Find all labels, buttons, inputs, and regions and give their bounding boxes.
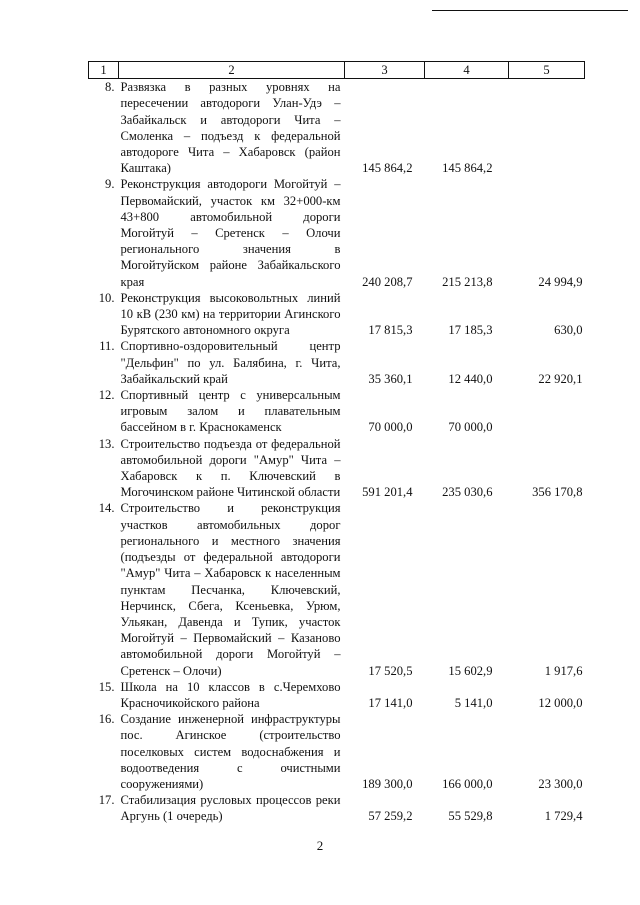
row-number: 8. [105,80,115,95]
row-number-cell [89,500,119,678]
table-row [89,79,585,177]
row-name: Школа на 10 классов в с.Черемхово Красночикойского района [120,679,341,710]
table-row [89,436,585,501]
row-name: Создание инженерной инфраструктуры пос. Агинское (строительство поселковых систем водоснабжения и водоотведения с очистными сооружениями) [120,712,341,791]
row-number-cell [89,679,119,711]
row-value-col4: 5 141,0 [454,695,493,710]
table-body [89,79,585,825]
row-name: Развязка в разных уровнях на пересечении автодороги Улан-Удэ – Забайкальск и автодороги Чита – Смоленка – подъезд к федеральной автодороге Чита – Хабаровск (район Каштака) [120,80,341,176]
table-header-row [89,62,585,79]
row-value-col4: 55 529,8 [448,809,493,824]
header-col-2: 2 [119,62,345,79]
row-name: Спортивно-оздоровительный центр "Дельфин" по ул. Балябина, г. Чита, Забайкальский край [120,339,341,386]
row-number-cell [89,176,119,289]
table-row [89,387,585,436]
row-value-col5: 23 300,0 [538,776,583,791]
row-value-col5: 1 729,4 [544,809,583,824]
row-value-col4: 235 030,6 [442,485,493,500]
row-total: 145 864,2 [362,161,413,176]
row-number-cell [89,792,119,824]
row-value-col4: 17 185,3 [448,323,493,338]
row-name: Спортивный центр с универсальным игровым залом и плавательным бассейном в г. Краснокаменск [120,388,341,435]
row-value-col5: 356 170,8 [532,485,583,500]
table-row [89,679,585,711]
row-name: Строительство подъезда от федеральной автомобильной дороги "Амур" Чита – Хабаровск к п. Ключевский в Могочинском районе Читинской области [120,436,341,500]
row-number: 13. [98,436,115,451]
row-total: 17 815,3 [368,323,413,338]
row-value-col4: 215 213,8 [442,274,493,289]
row-value-col4: 15 602,9 [448,663,493,678]
row-number: 17. [98,793,115,808]
table-row [89,792,585,824]
table-row [89,500,585,678]
row-total: 70 000,0 [368,420,413,435]
row-number-cell [89,79,119,177]
row-value-col4: 70 000,0 [448,420,493,435]
row-value-col5 [509,79,585,177]
row-total: 17 141,0 [368,695,413,710]
row-number-cell [89,338,119,387]
row-name: Стабилизация русловых процессов реки Аргунь (1 очередь) [120,793,341,824]
row-value-col5: 24 994,9 [538,274,583,289]
row-value-col4: 145 864,2 [442,161,493,176]
budget-table [88,61,585,825]
row-name: Реконструкция высоковольтных линий 10 кВ (230 км) на территории Агинского Бурятского автономного округа [120,290,341,338]
row-value-col5 [509,387,585,436]
row-total: 240 208,7 [362,274,413,289]
row-total: 189 300,0 [362,776,413,791]
row-value-col5: 22 920,1 [538,371,583,386]
row-number-cell [89,711,119,792]
row-number: 14. [98,501,115,516]
row-name: Строительство и реконструкция участков автомобильных дорог регионального и местного значения (подъезды от федеральной автодороги "Амур" Чита – Хабаровск к населенным пунктам Песчанка, Ключевский, Нерчинск, Сбега, Ксеньевка, Урюм, Ульякан, Давенда и Тупик, участок Могойтуй – Первомайский – Казаново автомобильной дороги Могойтуй – Сретенск – Олочи) [120,501,341,678]
table-row [89,338,585,387]
top-rule [432,10,628,11]
row-number: 9. [105,177,115,192]
row-total: 57 259,2 [368,809,413,824]
row-value-col4: 12 440,0 [448,371,493,386]
row-value-col5: 1 917,6 [544,663,583,678]
row-total: 17 520,5 [368,663,413,678]
header-col-1: 1 [89,62,119,79]
row-number-cell [89,290,119,339]
row-number: 11. [99,339,115,354]
header-col-3: 3 [345,62,425,79]
row-number: 16. [98,712,115,727]
table-row [89,176,585,289]
row-total: 35 360,1 [368,371,413,386]
row-name: Реконструкция автодороги Могойтуй – Первомайский, участок км 32+000-км 43+800 автомобильной дороги Могойтуй – Сретенск – Олочи регионального значения в Могойтуйском районе Забайкальского края [120,177,341,289]
row-number-cell [89,436,119,501]
row-number: 15. [98,679,115,694]
row-number-cell [89,387,119,436]
header-col-4: 4 [425,62,509,79]
page-number: 2 [316,838,324,853]
header-col-5: 5 [509,62,585,79]
table-row [89,290,585,339]
row-total: 591 201,4 [362,485,413,500]
row-value-col5: 630,0 [554,323,583,338]
row-value-col4: 166 000,0 [442,776,493,791]
row-value-col5: 12 000,0 [538,695,583,710]
row-number: 12. [98,388,115,403]
table-row [89,711,585,792]
row-number: 10. [98,290,115,305]
